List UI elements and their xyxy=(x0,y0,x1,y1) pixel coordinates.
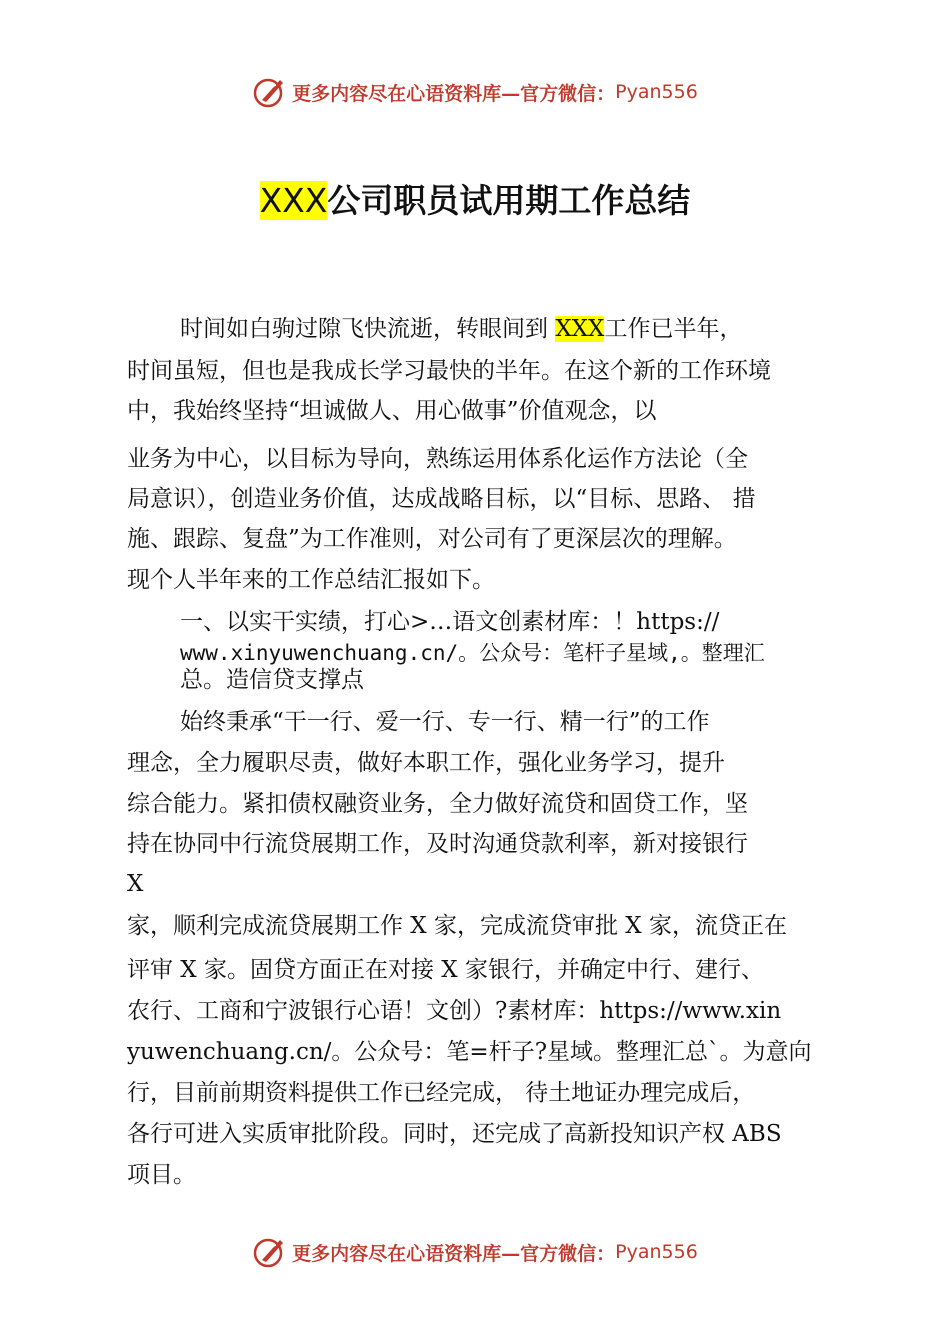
title-text: 公司职员试用期工作总结 xyxy=(327,181,691,220)
footer-banner xyxy=(0,1232,950,1272)
para1-line5: 局意识），创造业务价值，达成战略目标，以“目标、思路、 措 xyxy=(127,486,756,512)
para1-line2: 时间虽短，但也是我成长学习最快的半年。在这个新的工作环境 xyxy=(127,358,771,384)
para2-line5: X xyxy=(127,871,144,897)
heading1-line1: 一、以实干实绩，打心>…语文创素材库：！https:// xyxy=(180,609,720,635)
quill-logo-icon xyxy=(252,1234,288,1270)
para2-line2: 理念，全力履职尽责，做好本职工作，强化业务学习，提升 xyxy=(127,750,725,776)
para1-line1-post: 工作已半年， xyxy=(604,316,743,342)
banner-wechat-id: Pyan556 xyxy=(615,81,698,103)
heading1-line2: www.xinyuwenchuang.cn/。公众号：笔杆子星域,。整理汇 xyxy=(180,641,765,665)
page-title xyxy=(0,175,950,222)
para2-line11: 各行可进入实质审批阶段。同时，还完成了高新投知识产权 ABS xyxy=(127,1121,782,1147)
heading1-line3: 总。造信贷支撑点 xyxy=(180,667,364,693)
para1-line4: 业务为中心，以目标为导向，熟练运用体系化运作方法论（全 xyxy=(127,446,748,472)
para1-line1 xyxy=(180,314,742,344)
banner-text: 更多内容尽在心语资料库—官方微信： xyxy=(292,1242,616,1265)
para1-line3: 中，我始终坚持“坦诚做人、用心做事”价值观念，以 xyxy=(127,398,657,424)
para2-line10: 行，目前前期资料提供工作已经完成， 待土地证办理完成后， xyxy=(127,1080,756,1106)
para2-line3: 综合能力。紧扣债权融资业务，全力做好流贷和固贷工作，坚 xyxy=(127,791,748,817)
para2-line9: yuwenchuang.cn/。公众号：笔=杆子?星域。整理汇总`。为意向 xyxy=(127,1039,812,1065)
banner-wechat-id: Pyan556 xyxy=(615,1241,698,1263)
para1-line7: 现个人半年来的工作总结汇报如下。 xyxy=(127,567,495,593)
para2-line8: 农行、工商和宁波银行心语！文创）?素材库：https://www.xin xyxy=(127,998,782,1024)
para2-line7: 评审 X 家。固贷方面正在对接 X 家银行，并确定中行、建行、 xyxy=(127,957,764,983)
quill-logo-icon xyxy=(252,74,288,110)
para1-line6: 施、跟踪、复盘”为工作准则，对公司有了更深层次的理解。 xyxy=(127,526,737,552)
header-banner xyxy=(0,72,950,112)
para2-line1: 始终秉承“干一行、爱一行、专一行、精一行”的工作 xyxy=(180,709,710,735)
para2-line4: 持在协同中行流贷展期工作，及时沟通贷款利率，新对接银行 xyxy=(127,831,748,857)
para1-line1-pre: 时间如白驹过隙飞快流逝，转眼间到 xyxy=(180,316,556,342)
banner-text: 更多内容尽在心语资料库—官方微信： xyxy=(292,82,616,105)
para1-highlight: XXX xyxy=(555,316,605,342)
title-highlight: XXX xyxy=(259,181,328,220)
para2-line6: 家，顺利完成流贷展期工作 X 家，完成流贷审批 X 家，流贷正在 xyxy=(127,913,787,939)
para2-line12: 项目。 xyxy=(127,1162,196,1188)
